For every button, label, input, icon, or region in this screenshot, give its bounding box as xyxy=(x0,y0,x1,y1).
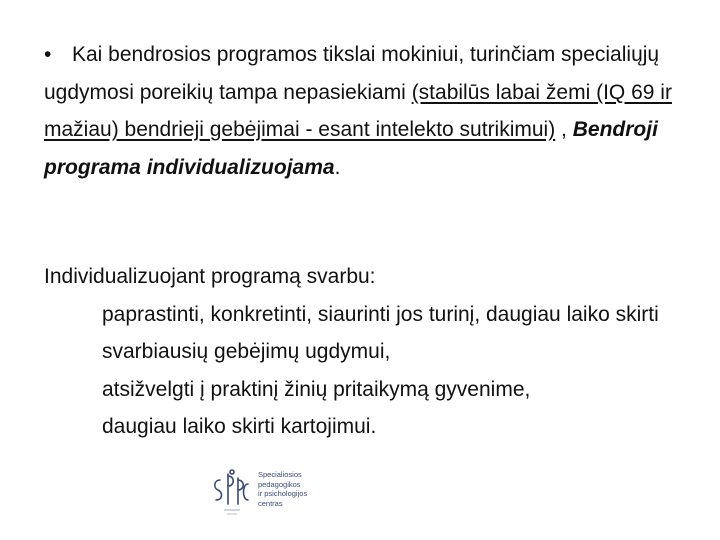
individualization-list xyxy=(44,296,704,446)
individualization-intro: Individualizuojant programą svarbu: xyxy=(44,265,376,288)
sppc-logo xyxy=(208,468,318,520)
logo-line: pedagogikos xyxy=(258,479,301,489)
sppc-logo-icon xyxy=(208,468,254,520)
comma: , xyxy=(555,118,573,141)
list-item: daugiau laiko skirti kartojimui. xyxy=(102,415,377,438)
emphasis-program-individualized: Bendroji programa individualizuojama xyxy=(44,118,658,179)
logo-line: ir psichologijos xyxy=(258,489,308,498)
logo-line: centras xyxy=(258,498,283,508)
paragraph-text-start: Kai bendrosios programos tikslai mokiniui, turinčiam specialiųjų ugdymosi poreikių tampa nepasiekiami xyxy=(44,43,660,104)
individualization-paragraph xyxy=(44,258,704,446)
underlined-condition: (stabilūs labai žemi (IQ 69 ir mažiau) bendrieji gebėjimai - esant intelekto sutrikimui) xyxy=(44,80,672,141)
period: . xyxy=(334,155,341,179)
list-item: paprastinti, konkretinti, siaurinti jos turinį, daugiau laiko skirti svarbiausių gebėjimų ugdymui, xyxy=(102,302,659,363)
list-item: atsižvelgti į praktinį žinių pritaikymą gyvenime, xyxy=(102,377,531,401)
logo-text xyxy=(258,470,320,508)
bullet: • xyxy=(44,43,52,66)
logo-line: Specialiosios xyxy=(258,470,302,479)
criteria-paragraph xyxy=(44,36,704,186)
